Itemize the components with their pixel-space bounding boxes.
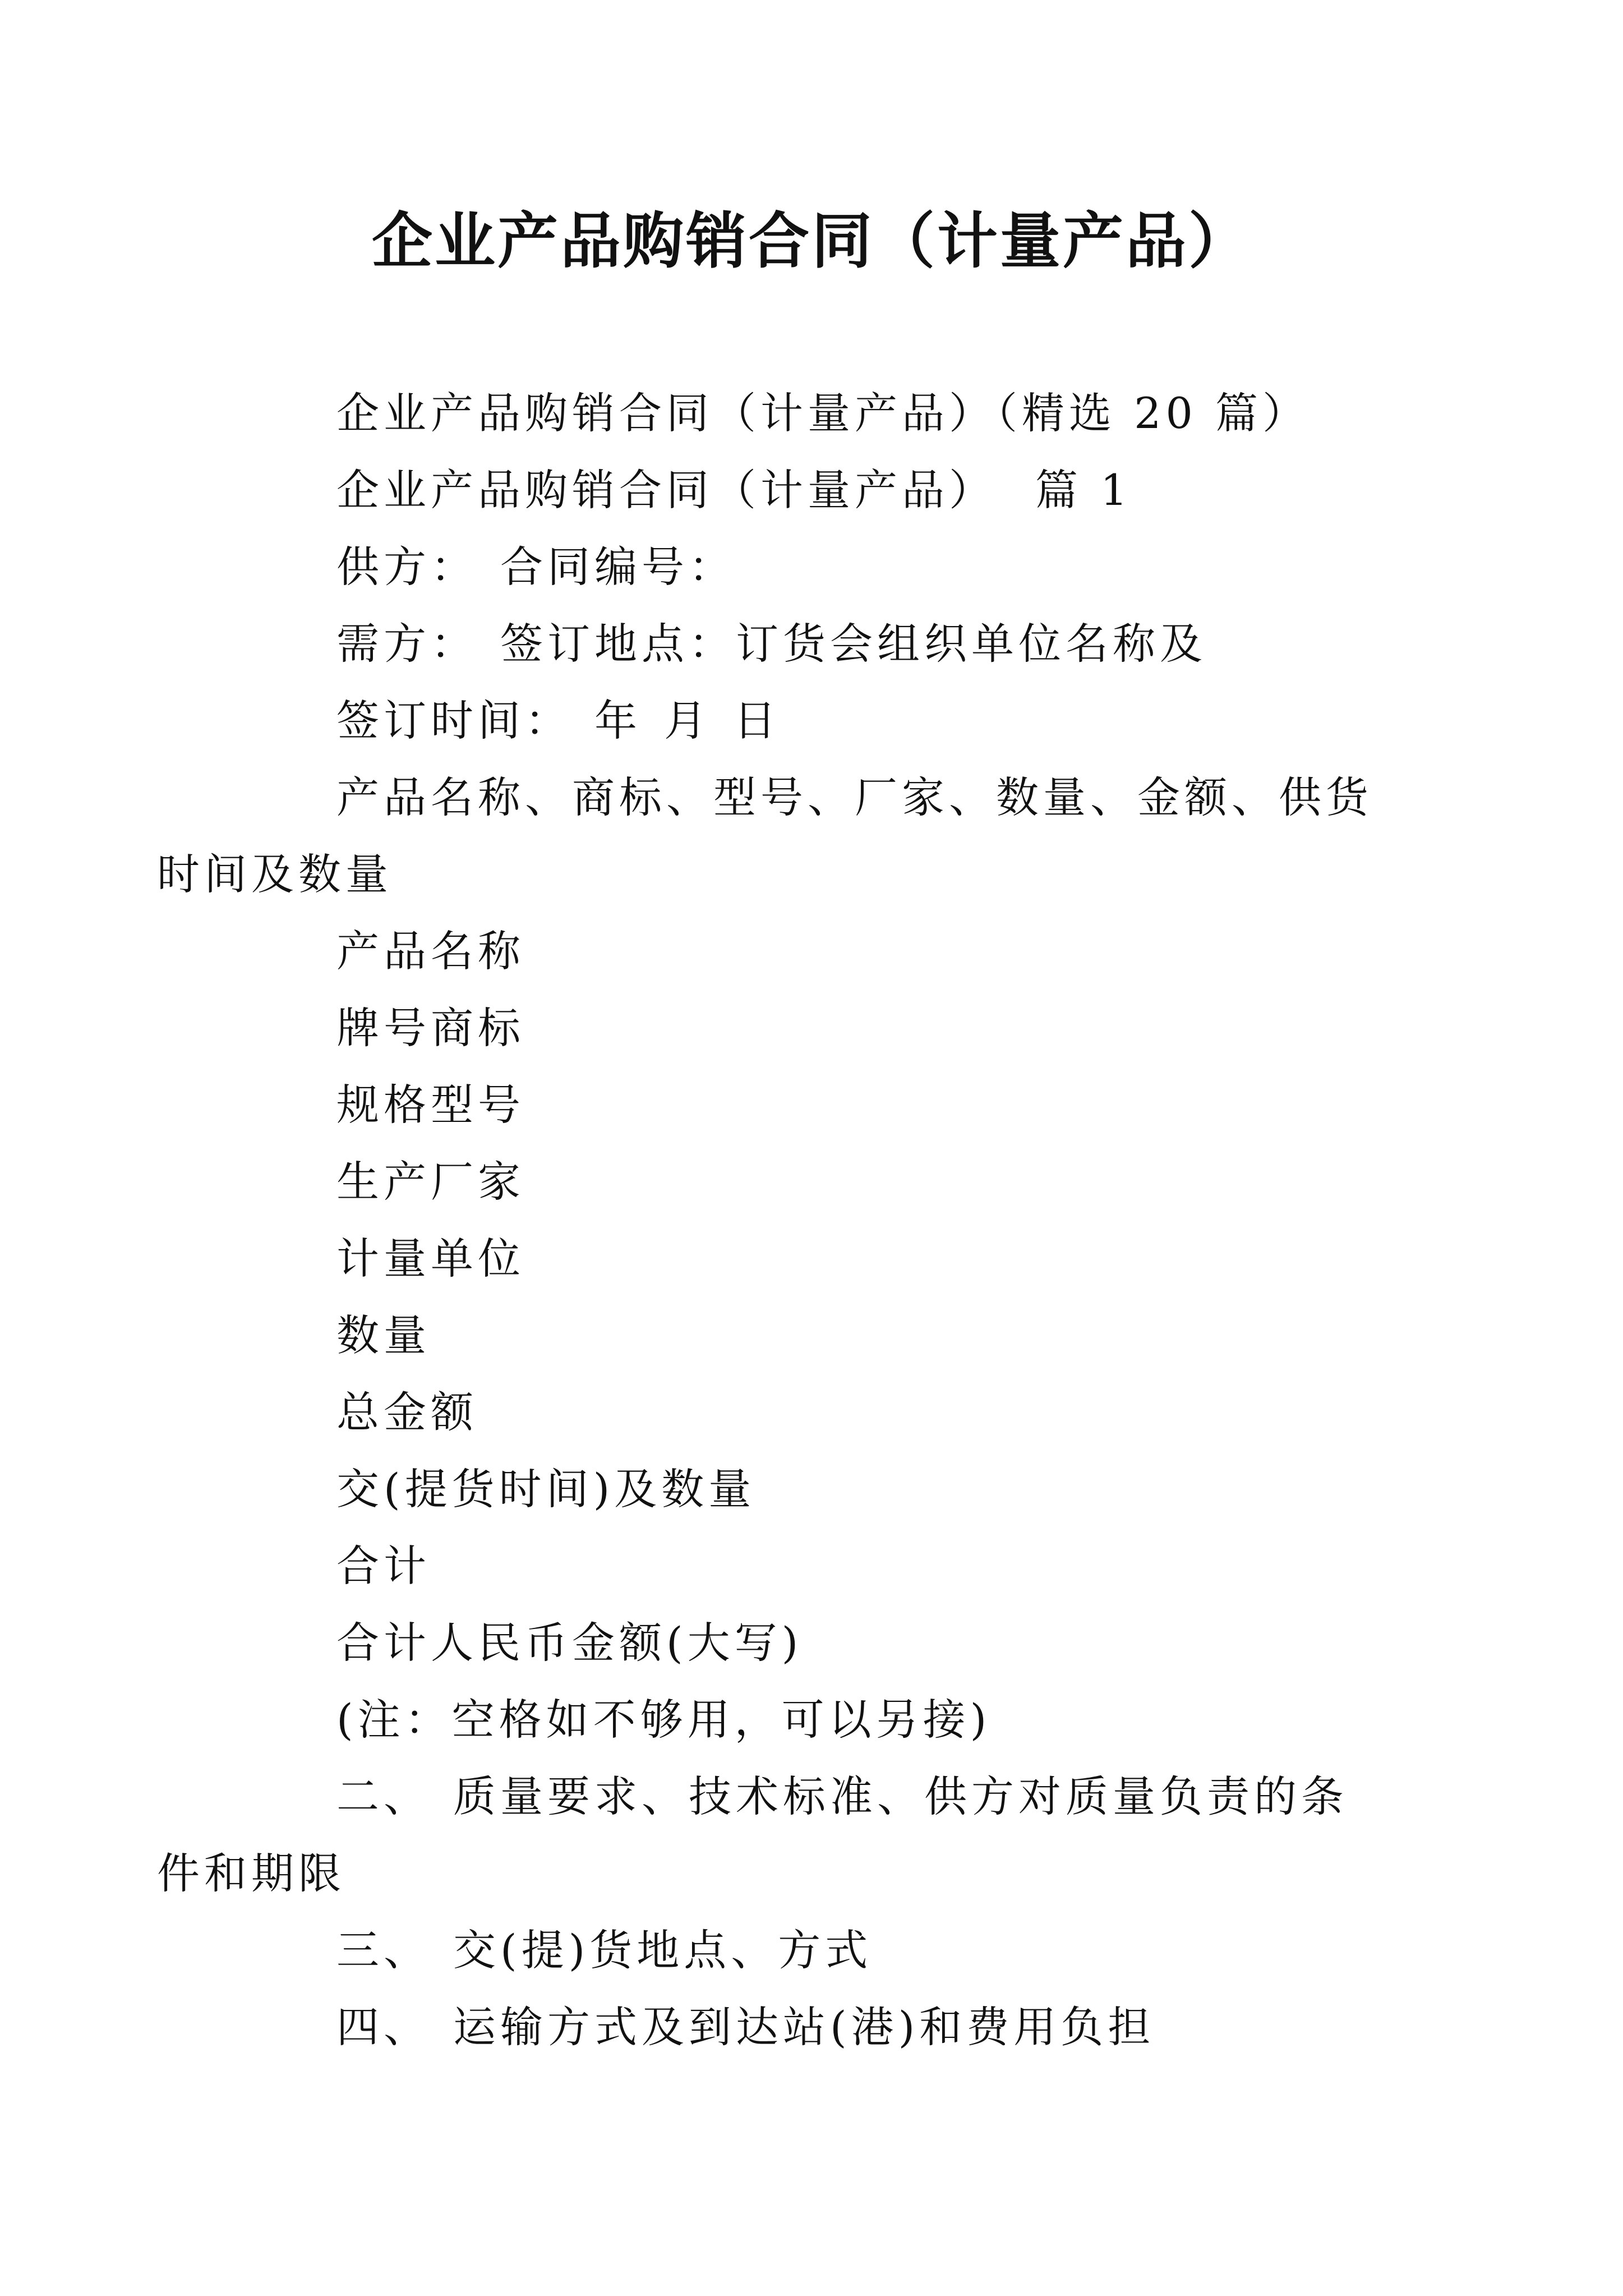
section-heading-text: 企业产品购销合同（计量产品） [336, 465, 996, 515]
supplier-paragraph [247, 528, 1391, 605]
clause-four-number: 四、 [336, 2002, 431, 2052]
total-amount-line: 总金额 [336, 1387, 478, 1437]
section-number: 篇 1 [1035, 465, 1132, 515]
total-rmb-line: 合计人民币金额(大写) [336, 1618, 803, 1668]
clause-three-paragraph [247, 1912, 1391, 1989]
signing-place-label: 签订地点：订货会组织单位名称及 [500, 619, 1207, 669]
manufacturer-line: 生产厂家 [336, 1157, 525, 1207]
year-label: 年 [594, 696, 642, 746]
document-title: 企业产品购销合同（计量产品） [371, 206, 1251, 277]
buyer-paragraph [247, 605, 1391, 682]
supplier-label: 供方： [336, 542, 478, 592]
contract-number-label: 合同编号： [500, 542, 736, 592]
subtitle-paragraph: 企业产品购销合同（计量产品）（精选 20 篇） [336, 388, 1310, 438]
signing-date-paragraph [247, 682, 1391, 759]
section-heading-paragraph [247, 452, 1391, 528]
clause-three-text: 交(提)货地点、方式 [453, 1925, 873, 1975]
month-label: 月 [664, 696, 711, 746]
delivery-time-line: 交(提货时间)及数量 [336, 1464, 756, 1514]
product-info-paragraph: 产品名称、商标、型号、厂家、数量、金额、供货时间及数量 [157, 772, 1373, 899]
day-label: 日 [734, 696, 781, 746]
specification-model-line: 规格型号 [336, 1080, 525, 1130]
brand-trademark-line: 牌号商标 [336, 1003, 525, 1053]
clause-two-number: 二、 [336, 1772, 431, 1821]
product-name-line: 产品名称 [336, 926, 525, 976]
buyer-label: 需方： [336, 619, 478, 669]
clause-two-text: 质量要求、技术标准、供方对质量负责的条件和期限 [157, 1772, 1348, 1898]
clause-four-text: 运输方式及到达站(港)和费用负担 [453, 2002, 1155, 2052]
unit-of-measure-line: 计量单位 [336, 1234, 525, 1283]
clause-two-paragraph [157, 1758, 1391, 1912]
clause-three-number: 三、 [336, 1925, 431, 1975]
quantity-line: 数量 [336, 1310, 431, 1360]
total-line: 合计 [336, 1541, 431, 1591]
signing-date-label: 签订时间： [336, 696, 572, 746]
document-body [157, 375, 1391, 2065]
note-line: (注：空格如不够用，可以另接) [336, 1695, 992, 1745]
clause-four-paragraph [247, 1989, 1391, 2065]
